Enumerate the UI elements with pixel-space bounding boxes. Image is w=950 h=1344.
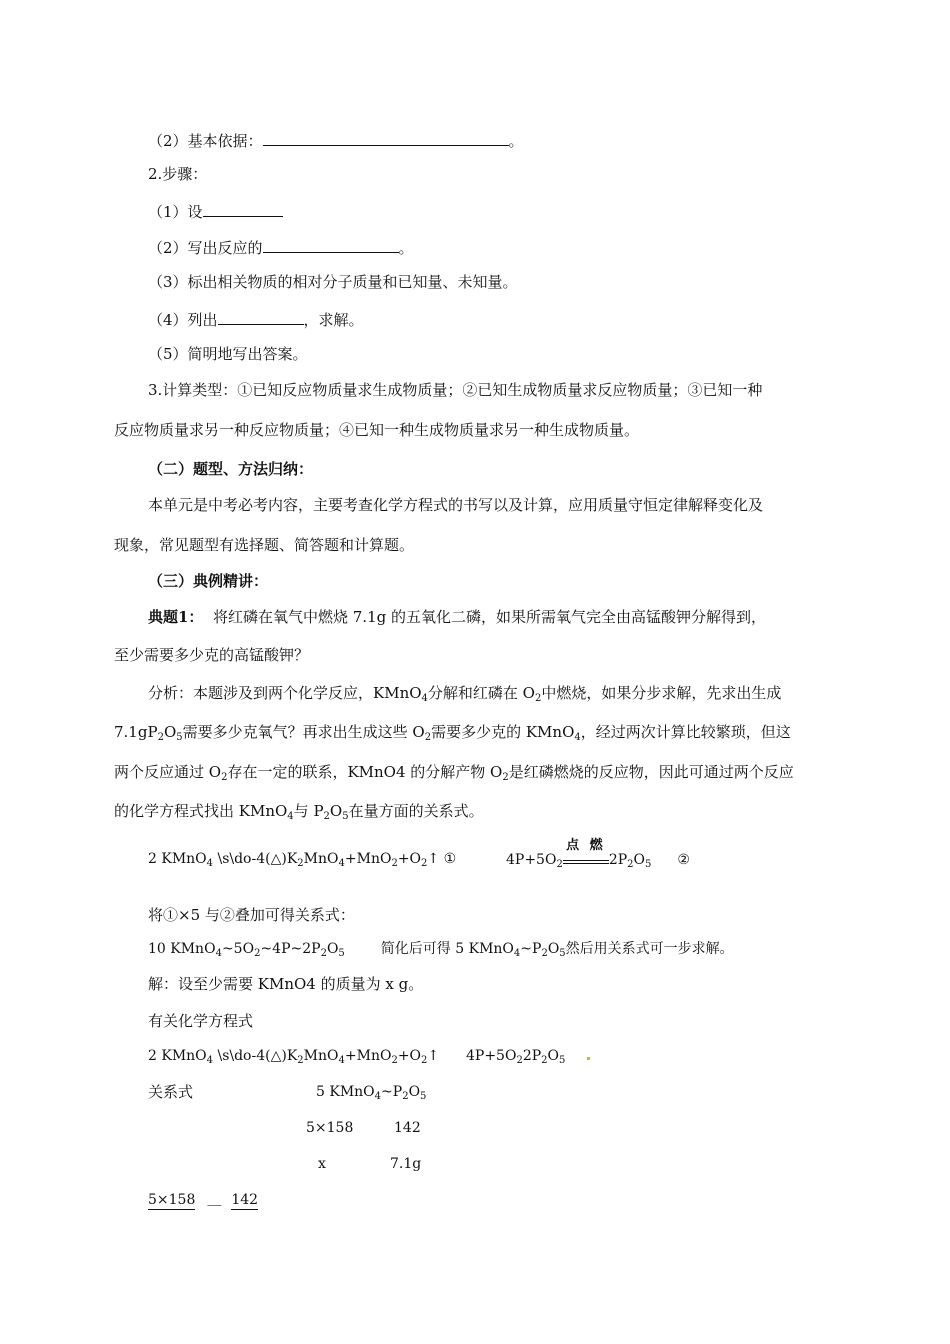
mark-dot — [587, 1057, 590, 1060]
relation2-label: 关系式 — [148, 1083, 194, 1101]
step-4: （4）列出 ，求解。 — [148, 308, 364, 330]
relation2-formula: 5 $KMnO_4\sim P_2O_5$ — [316, 1084, 427, 1102]
analysis-line2: $7.1gP_2O_5$需要多少克氧气？再求出生成这些 $O_2$需要多少克的 KMnO$_4$，经过两次计算比较繁琐，但这 — [114, 723, 791, 743]
equation-3: 2 KMnO$_4$ $\backslash s\backslash do-4(\triangle)K_2MnO_4+MnO_2+O_2↑$ — [148, 1048, 440, 1066]
equation-1: 2 KMnO$_4$ $\backslash s\backslash do-4(\triangle)K_2MnO_4+MnO_2+O_2↑$ ① — [148, 851, 457, 869]
fraction-numerator: 5×158 — [148, 1192, 196, 1208]
section-2-line1: 本单元是中考必考内容，主要考查化学方程式的书写以及计算，应用质量守恒定律解释变化及 — [148, 496, 764, 514]
step-2-blank[interactable] — [263, 236, 399, 253]
equation-4: $4P+5O_22P_2O_5$ — [466, 1046, 590, 1066]
section-2-heading: （二）题型、方法归纳： — [148, 460, 314, 478]
relation2-mass2: 142 — [394, 1120, 421, 1136]
fraction-denominator: 142 — [231, 1192, 259, 1208]
basis-blank[interactable] — [263, 129, 509, 146]
step-1: （1）设 — [148, 200, 283, 222]
example-1-line2: 至少需要多少克的高锰酸钾？ — [114, 646, 310, 664]
basis-label: （2）基本依据： — [148, 132, 263, 150]
relation-line: 10 $KMnO_4\sim 5O_2\sim 4P\sim 2P_2O_5$ 简化后可得 5 $KMnO_4\sim P_2O_5$然后用关系式可一步求解。 — [148, 941, 734, 959]
steps-heading: 2.步骤： — [148, 165, 208, 183]
analysis-line1: 分析：本题涉及到两个化学反应，KMnO$_4$分解和红磷在 $O_2$中燃烧，如果分步求解，先求出生成 — [148, 684, 782, 704]
basis-line: （2）基本依据： 。 — [148, 129, 524, 151]
equation-2: $4P+5O_2$ 点 燃 $2P_2O_5$ ② — [506, 838, 690, 870]
relation2-known: 7.1g — [390, 1156, 422, 1172]
section-3-heading: （三）典例精讲： — [148, 572, 269, 590]
solve-line: 解：设至少需要 KMnO4 的质量为 x g。 — [148, 975, 424, 993]
reaction-condition: 点 燃 — [563, 849, 609, 864]
calc-types-line1: 3.计算类型：①已知反应物质量求生成物质量；②已知生成物质量求反应物质量；③已知一种 — [148, 381, 763, 399]
combine-line: 将①×5 与②叠加可得关系式： — [148, 906, 355, 924]
fraction-line — [148, 1190, 258, 1210]
section-2-line2: 现象，常见题型有选择题、简答题和计算题。 — [114, 536, 415, 554]
example-1-label: 典题1： — [148, 608, 204, 626]
analysis-line3: 两个反应通过 $O_2$存在一定的联系，KMnO4 的分解产物 $O_2$是红磷燃烧的反应物，因此可通过两个反应 — [114, 763, 794, 783]
relation2-mass1: 5×158 — [306, 1120, 354, 1136]
step-3: （3）标出相关物质的相对分子质量和已知量、未知量。 — [148, 273, 518, 291]
example-1-line1: 典题1： 将红磷在氧气中燃烧 7.1g 的五氧化二磷，如果所需氧气完全由高锰酸钾分解得到， — [148, 608, 766, 626]
step-4-blank[interactable] — [218, 308, 304, 325]
calc-types-line2: 反应物质量求另一种反应物质量；④已知一种生成物质量求另一种生成物质量。 — [114, 421, 640, 439]
fraction-mid: ＿ — [207, 1192, 222, 1208]
step-1-blank[interactable] — [203, 200, 283, 217]
step-2: （2）写出反应的 。 — [148, 236, 414, 258]
step-5: （5）简明地写出答案。 — [148, 345, 308, 363]
related-line: 有关化学方程式 — [148, 1012, 254, 1030]
analysis-line4: 的化学方程式找出 KMnO$_4$与 $P_2O_5$在量方面的关系式。 — [114, 802, 484, 822]
equation-2-number: ② — [677, 852, 690, 868]
relation2-unknown: x — [318, 1156, 326, 1172]
